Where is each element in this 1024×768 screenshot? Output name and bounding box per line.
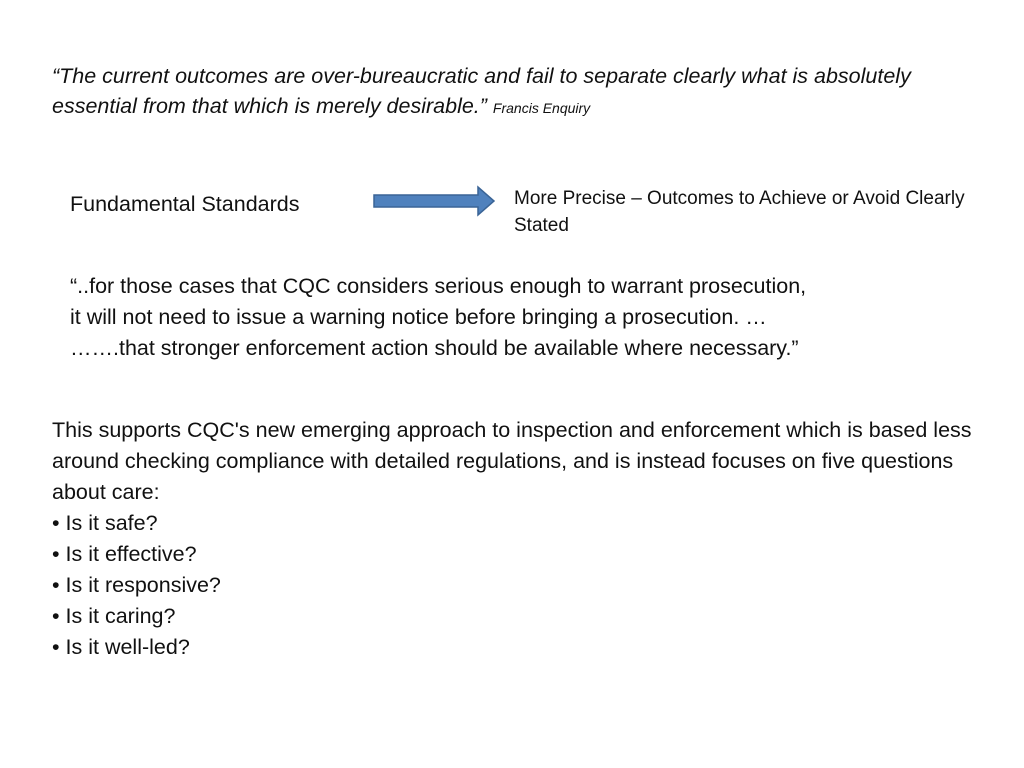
question-text: Is it responsive? xyxy=(65,573,221,597)
right-arrow-icon xyxy=(372,185,496,217)
approach-intro: This supports CQC's new emerging approach to inspection and enforcement which is based less around checking compliance with detailed regulations, and is instead focuses on five questions about care: xyxy=(52,418,972,504)
bullet-icon: • xyxy=(52,573,60,597)
francis-quote xyxy=(52,61,982,123)
bullet-icon: • xyxy=(52,604,60,628)
list-item xyxy=(52,539,1002,570)
question-text: Is it effective? xyxy=(65,542,197,566)
question-text: Is it safe? xyxy=(65,511,158,535)
prosecution-quote-line: “..for those cases that CQC considers serious enough to warrant prosecution, xyxy=(70,274,807,298)
list-item xyxy=(52,601,1002,632)
list-item xyxy=(52,508,1002,539)
list-item xyxy=(52,632,1002,663)
questions-list xyxy=(52,508,1002,663)
bullet-icon: • xyxy=(52,635,60,659)
prosecution-quote xyxy=(70,271,990,364)
question-text: Is it well-led? xyxy=(65,635,190,659)
prosecution-quote-line: it will not need to issue a warning notice before bringing a prosecution. … xyxy=(70,305,767,329)
approach-paragraph xyxy=(52,415,1002,663)
fundamental-standards-label: Fundamental Standards xyxy=(70,192,300,216)
list-item xyxy=(52,570,1002,601)
bullet-icon: • xyxy=(52,511,60,535)
question-text: Is it caring? xyxy=(65,604,176,628)
prosecution-quote-line: …….that stronger enforcement action should be available where necessary.” xyxy=(70,336,799,360)
quote-attribution: Francis Enquiry xyxy=(492,100,591,116)
bullet-icon: • xyxy=(52,542,60,566)
francis-quote-text: “The current outcomes are over-bureaucratic and fail to separate clearly what is absolutely essential from that which is merely desirable.” xyxy=(52,64,911,118)
outcomes-result-text: More Precise – Outcomes to Achieve or Avoid Clearly Stated xyxy=(514,188,965,236)
